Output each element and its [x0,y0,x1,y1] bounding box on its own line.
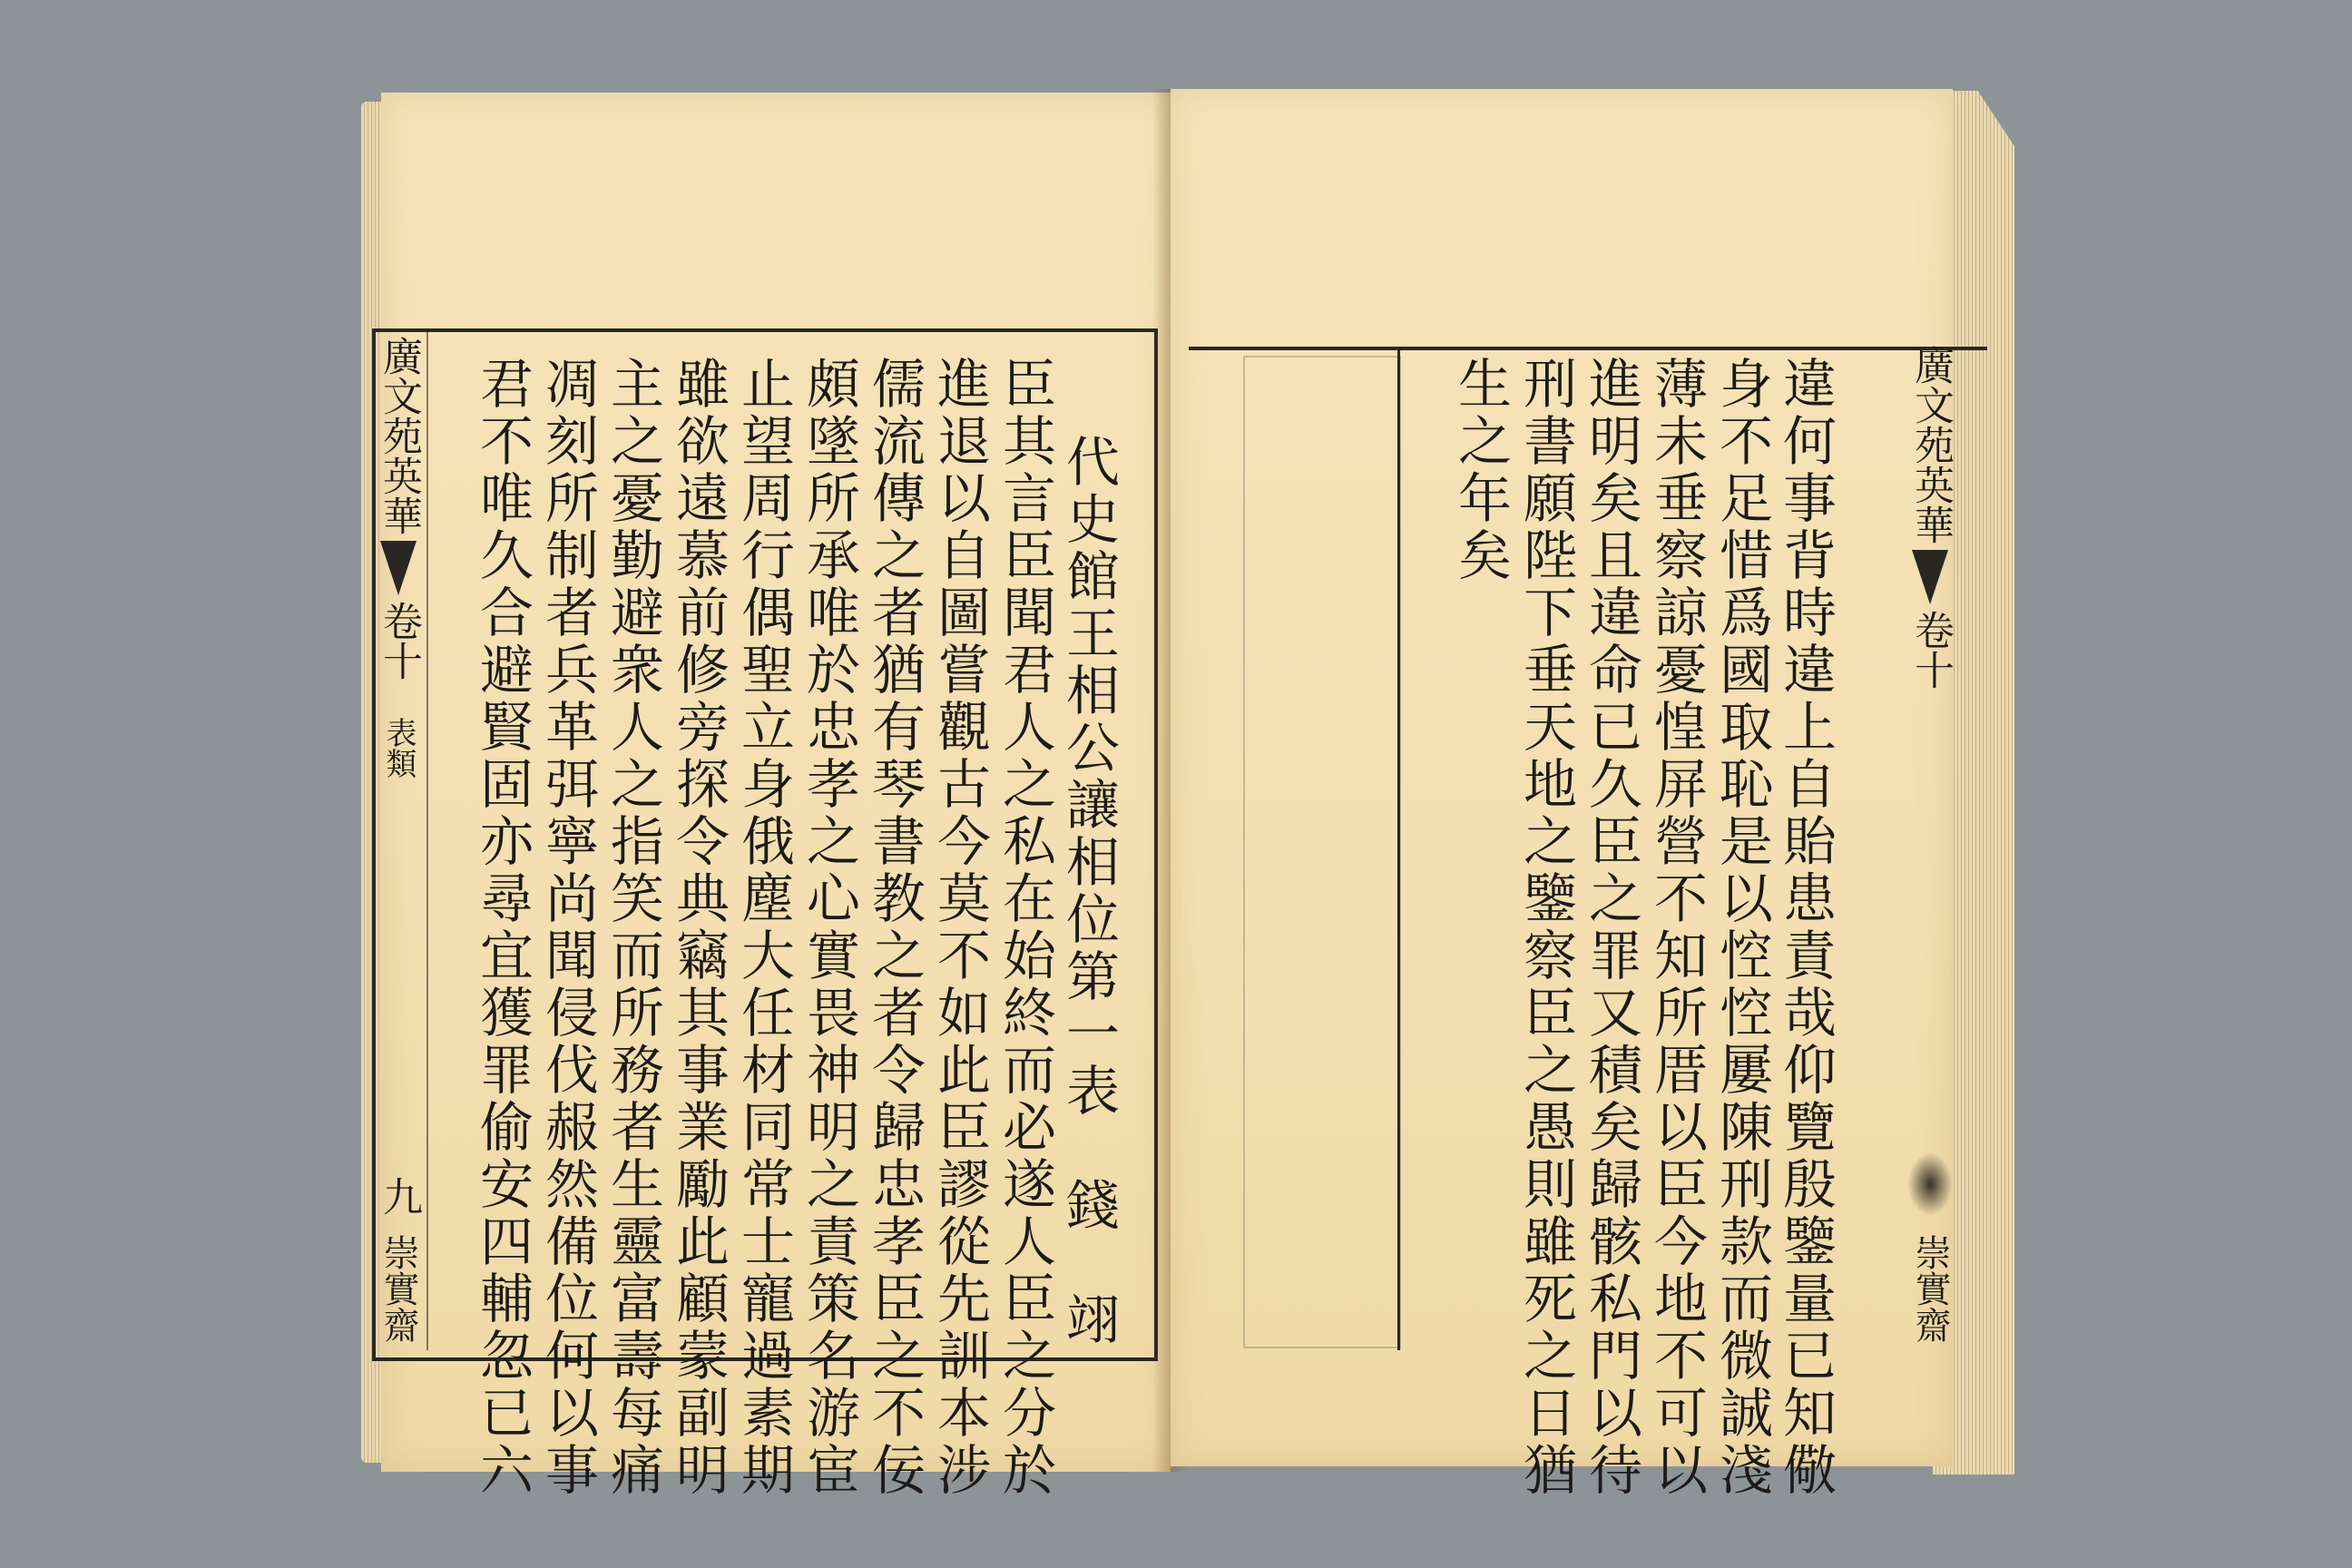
text-column: 臣其言臣聞君人之私在始終而必遂人臣之分於 [994,356,1056,1499]
right-page-rule [1397,350,1400,1350]
banxin-title: 廣文苑英華 [376,336,422,535]
column-rule [426,332,428,1350]
text-column: 主之憂勤避衆人之指笑而所務者生靈富壽每痛 [602,356,664,1499]
fishtail-mark [1912,550,1948,604]
banxin-volume: 卷十 [1907,610,1954,690]
text-column: 代史館王相公讓相位第一表 錢 翊 [1057,434,1120,1348]
left-banxin [374,336,423,1343]
ink-blot [1907,1152,1953,1216]
fishtail-mark [380,541,416,595]
right-page-top-rule [1189,347,1987,350]
text-column: 進退以自圖嘗觀古今莫不如此臣謬從先訓本涉 [928,356,991,1499]
banxin-title: 廣文苑英華 [1907,345,1954,544]
text-column: 雖欲遠慕前修旁探令典竊其事業勵此顧蒙副明 [667,356,730,1499]
right-banxin [1906,345,1955,1343]
text-column: 止望周行偶聖立身俄塵大任材同常士寵過素期 [732,356,795,1499]
text-column: 君不唯久合避賢固亦尋宜獲罪偷安四輔忽已六 [471,356,534,1499]
text-column: 頗墜所承唯於忠孝之心實畏神明之責策名游宦 [798,356,860,1499]
banxin-section: 表類 [380,717,416,779]
text-column: 生之年矣 [1449,356,1512,584]
text-column: 薄未垂察諒憂惶屏營不知所厝以臣今地不可以 [1645,356,1708,1499]
banxin-publisher: 崇實齋 [377,1234,419,1343]
banxin-volume: 卷十 [376,601,422,681]
text-column: 進明矣且違命已久臣之罪又積矣歸骸私門以待 [1580,356,1642,1499]
text-column: 身不足惜爲國取恥是以悾悾屢陳刑款而微誠淺 [1710,356,1773,1499]
text-column: 凋刻所制者兵革弭寧尚聞侵伐赧然備位何以事 [536,356,599,1499]
text-column: 違何事背時違上自貽患責哉仰覽殷鑒量已知儆 [1774,356,1837,1499]
text-column: 刑書願陛下垂天地之鑒察臣之愚則雖死之日猶 [1514,356,1577,1499]
banxin-publisher: 崇實齋 [1909,1234,1951,1343]
text-column: 儒流傳之者猶有琴書教之者令歸忠孝臣之不佞 [863,356,926,1499]
faint-inner-frame [1243,356,1401,1348]
banxin-leaf: 九 [376,1176,422,1216]
